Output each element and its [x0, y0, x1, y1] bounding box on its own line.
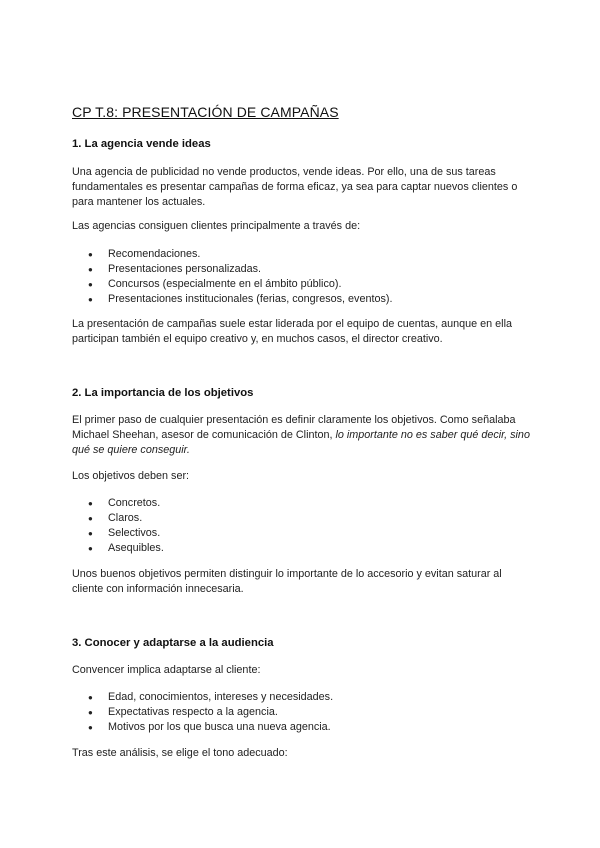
- list-item: ● Concursos (especialmente en el ámbito público).: [88, 277, 392, 292]
- section-2-paragraph-2: Los objetivos deben ser:: [72, 470, 190, 482]
- section-3-paragraph-1: Convencer implica adaptarse al cliente:: [72, 664, 261, 676]
- section-2-bullet-list: [88, 496, 164, 556]
- section-2-paragraph-1: [72, 413, 532, 458]
- quote-text: lo importante no es saber qué decir, sino qué se quiere conseguir.: [72, 429, 530, 456]
- document-title: CP T.8: PRESENTACIÓN DE CAMPAÑAS: [72, 104, 339, 120]
- list-item: ● Expectativas respecto a la agencia.: [88, 705, 333, 720]
- section-1-heading: 1. La agencia vende ideas: [72, 138, 211, 150]
- section-1-paragraph-2: Las agencias consiguen clientes principalmente a través de:: [72, 220, 361, 232]
- section-1-paragraph-1: Una agencia de publicidad no vende productos, vende ideas. Por ello, una de sus tareas fundamentales es presentar campañas de forma eficaz, ya sea para captar nuevos clientes o para mantener los actuales.: [72, 166, 518, 208]
- list-item: ● Presentaciones personalizadas.: [88, 262, 392, 277]
- section-1-bullet-list: [88, 247, 392, 307]
- section-3-bullet-list: [88, 690, 333, 735]
- section-3-heading: 3. Conocer y adaptarse a la audiencia: [72, 637, 274, 649]
- list-item: ● Selectivos.: [88, 526, 164, 541]
- list-item: ● Concretos.: [88, 496, 164, 511]
- section-2-paragraph-3: Unos buenos objetivos permiten distinguir lo importante de lo accesorio y evitan saturar al cliente con información innecesaria.: [72, 568, 502, 595]
- list-item: ● Edad, conocimientos, intereses y necesidades.: [88, 690, 333, 705]
- section-1-paragraph-3: La presentación de campañas suele estar liderada por el equipo de cuentas, aunque en ella participan también el equipo creativo y, en muchos casos, el director creativo.: [72, 318, 512, 345]
- list-item: ● Recomendaciones.: [88, 247, 392, 262]
- section-3-paragraph-2: Tras este análisis, se elige el tono adecuado:: [72, 747, 288, 759]
- paragraph-text: El primer paso de cualquier presentación es definir claramente los objetivos. Como señalaba Michael Sheehan, asesor de comunicación de Clinton,: [72, 414, 516, 441]
- list-item: ● Claros.: [88, 511, 164, 526]
- list-item: ● Motivos por los que busca una nueva agencia.: [88, 720, 333, 735]
- list-item: ● Presentaciones institucionales (ferias, congresos, eventos).: [88, 292, 392, 307]
- section-2-heading: 2. La importancia de los objetivos: [72, 387, 254, 399]
- list-item: ● Asequibles.: [88, 541, 164, 556]
